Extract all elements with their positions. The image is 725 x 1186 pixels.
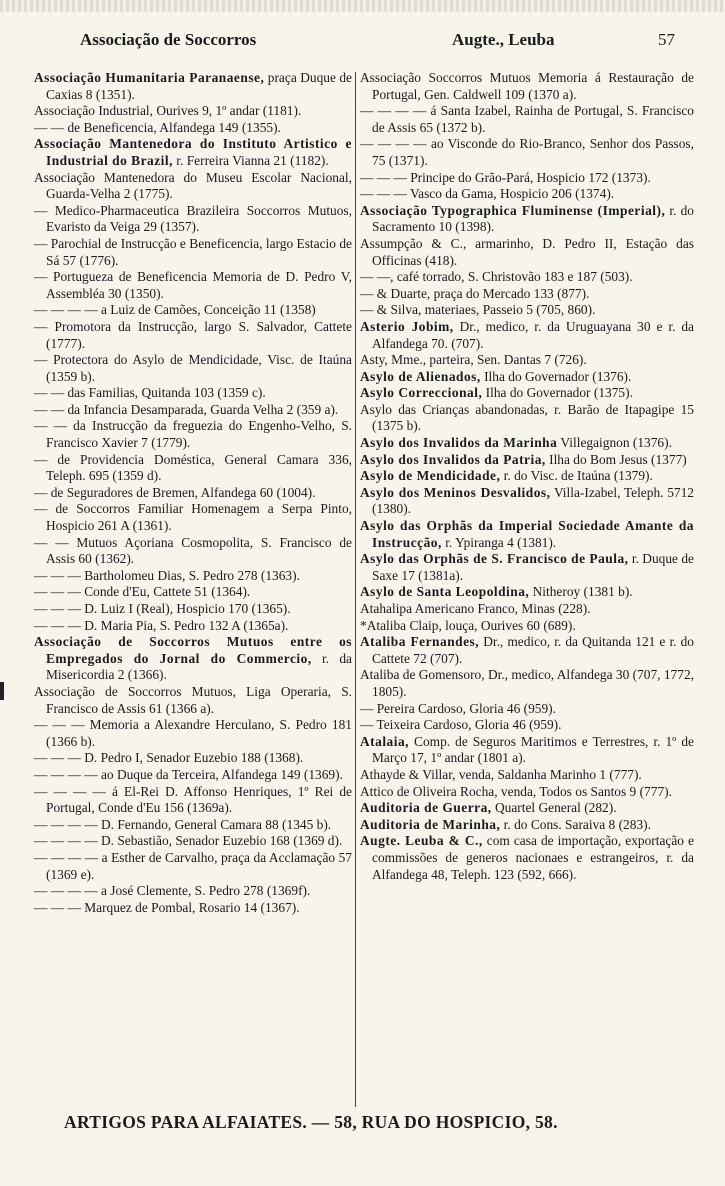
directory-entry	[360, 784, 694, 801]
directory-entry	[360, 269, 694, 286]
directory-entry	[360, 286, 694, 303]
entry-text: r. do Sacramento 10 (1398).	[372, 202, 695, 235]
directory-entry	[360, 236, 694, 269]
directory-entry	[360, 468, 694, 485]
entry-text: — Teixeira Cardoso, Gloria 46 (959).	[360, 717, 562, 733]
directory-entry	[360, 551, 694, 584]
entry-text: Villegaignon (1376).	[557, 435, 672, 451]
directory-entry	[34, 485, 352, 502]
entry-text: — — da Infancia Desamparada, Guarda Velha 2 (359 a).	[34, 401, 339, 417]
directory-entry	[360, 767, 694, 784]
entry-heading: Atalaia,	[360, 733, 410, 749]
directory-entry	[34, 568, 352, 585]
entry-text: — — da Instrucção da freguezia do Engenho-Velho, S. Francisco Xavier 7 (1779).	[34, 418, 352, 451]
directory-entry	[360, 618, 694, 635]
entry-heading: Asylo dos Invalidos da Patria,	[360, 451, 546, 467]
entry-heading: Auditoria de Marinha,	[360, 816, 501, 832]
margin-mark	[0, 682, 4, 700]
entry-text: — Parochial de Instrucção e Beneficencia, largo Estacio de Sá 57 (1776).	[34, 235, 352, 268]
directory-entry	[360, 584, 694, 601]
scan-edge	[0, 0, 725, 12]
directory-entry	[360, 701, 694, 718]
entry-text: — — — — a Esther de Carvalho, praça da Acclamação 57 (1369 e).	[34, 849, 352, 882]
directory-entry	[34, 70, 352, 103]
entry-text: — — — — á El-Rei D. Affonso Henriques, 1º Rei de Portugal, Conde d'Eu 156 (1369a).	[34, 783, 352, 816]
directory-entry	[34, 452, 352, 485]
directory-entry	[34, 385, 352, 402]
entry-text: — Pereira Cardoso, Gloria 46 (959).	[360, 700, 556, 716]
directory-entry	[360, 136, 694, 169]
entry-text: Ilha do Governador (1376).	[480, 368, 632, 384]
directory-entry	[34, 767, 352, 784]
directory-entry	[34, 501, 352, 534]
entry-text: — Protectora do Asylo de Mendicidade, Visc. de Itaúna (1359 b).	[34, 352, 352, 384]
entry-heading: Asylo das Orphãs da Imperial Sociedade Amante da Instrucção,	[360, 518, 694, 550]
entry-text: Associação Soccorros Mutuos Memoria á Restauração de Portugal, Gen. Caldwell 109 (1370 a).	[360, 70, 694, 102]
entry-heading: Asterio Jobim,	[360, 318, 454, 334]
directory-entry	[34, 236, 352, 269]
directory-entry	[34, 352, 352, 385]
entry-heading: Asylo de Alienados,	[360, 368, 481, 384]
directory-entry	[34, 319, 352, 352]
entry-text: Villa-Izabel, Teleph. 5712 (1380).	[372, 484, 694, 517]
entry-heading: Asylo dos Meninos Desvalidos,	[360, 484, 551, 500]
entry-text: — — — — D. Sebastião, Senador Euzebio 168 (1369 d).	[34, 833, 343, 849]
directory-entry	[360, 667, 694, 700]
directory-entry	[360, 817, 694, 834]
entry-text: — — — — ao Visconde do Rio-Branco, Senhor dos Passos, 75 (1371).	[360, 136, 694, 168]
entry-text: — —, café torrado, S. Christovão 183 e 187 (503).	[360, 269, 633, 285]
entry-text: Associação Industrial, Ourives 9, 1º andar (1181).	[34, 103, 302, 119]
entry-text: — Medico-Pharmaceutica Brazileira Soccorros Mutuos, Evaristo da Veiga 29 (1357).	[34, 202, 352, 235]
entry-text: — — das Familias, Quitanda 103 (1359 c).	[34, 385, 266, 401]
directory-entry	[360, 103, 694, 136]
entry-heading: Auditoria de Guerra,	[360, 800, 492, 816]
entry-text: — — — Marquez de Pombal, Rosario 14 (1367).	[34, 899, 300, 915]
page-header	[0, 30, 725, 56]
entry-heading: Asylo das Orphãs de S. Francisco de Paula,	[360, 551, 629, 567]
directory-entry	[34, 833, 352, 850]
directory-entry	[360, 734, 694, 767]
directory-entry	[360, 717, 694, 734]
directory-entry	[34, 817, 352, 834]
entry-text: Dr., medico, r. da Uruguayana 30 e r. da Alfandega 70. (707).	[372, 318, 694, 351]
entry-heading: Associação Mantenedora do Instituto Artistico e Industrial do Brazil,	[34, 136, 352, 168]
directory-entry	[34, 103, 352, 120]
entry-heading: Ataliba Fernandes,	[360, 634, 480, 650]
directory-entry	[360, 485, 694, 518]
entry-text: — Portugueza de Beneficencia Memoria de D. Pedro V, Assembléa 30 (1350).	[34, 269, 352, 301]
entry-text: — Promotora da Instrucção, largo S. Salvador, Cattete (1777).	[34, 318, 352, 351]
directory-entry	[360, 170, 694, 187]
directory-entry	[34, 584, 352, 601]
entry-heading: Associação Humanitaria Paranaense,	[34, 70, 265, 85]
entry-text: — — — D. Pedro I, Senador Euzebio 188 (1368).	[34, 750, 304, 766]
entry-text: Ilha do Governador (1375).	[482, 385, 633, 401]
entry-text: *Ataliba Claip, louça, Ourives 60 (689).	[360, 617, 576, 633]
directory-entry	[34, 136, 352, 169]
footer-advert: ARTIGOS PARA ALFAIATES. — 58, RUA DO HOSPICIO, 58.	[64, 1112, 558, 1132]
entry-text: — de Providencia Doméstica, General Camara 336, Teleph. 695 (1359 d).	[34, 451, 352, 484]
entry-heading: Associação Typographica Fluminense (Imperial),	[360, 202, 666, 218]
directory-entry	[34, 900, 352, 917]
entry-text: — — de Beneficencia, Alfandega 149 (1355).	[34, 119, 281, 135]
directory-entry	[360, 369, 694, 386]
entry-text: — de Soccorros Familiar Homenagem a Serpa Pinto, Hospicio 261 A (1361).	[34, 501, 352, 534]
directory-entry	[360, 186, 694, 203]
directory-entry	[360, 302, 694, 319]
entry-text: — — Mutuos Açoriana Cosmopolita, S. Francisco de Assis 60 (1362).	[34, 534, 352, 567]
directory-entry	[360, 402, 694, 435]
directory-entry	[34, 120, 352, 137]
entry-text: — — — — ao Duque da Terceira, Alfandega 149 (1369).	[34, 766, 343, 782]
entry-text: r. Ferreira Vianna 21 (1182).	[172, 152, 329, 168]
entry-text: — — — Bartholomeu Dias, S. Pedro 278 (1363).	[34, 567, 300, 583]
directory-entry	[360, 634, 694, 667]
entry-text: Associação de Soccorros Mutuos, Liga Operaria, S. Francisco de Assis 61 (1366 a).	[34, 683, 352, 716]
directory-entry	[34, 203, 352, 236]
directory-entry	[34, 535, 352, 568]
entry-heading: Asylo de Santa Leopoldina,	[360, 584, 530, 600]
directory-entry	[34, 601, 352, 618]
directory-entry	[34, 618, 352, 635]
entry-text: — — — Memoria a Alexandre Herculano, S. Pedro 181 (1366 b).	[34, 717, 352, 749]
entry-text: — & Duarte, praça do Mercado 133 (877).	[360, 285, 590, 301]
directory-entry	[34, 269, 352, 302]
entry-text: — — — Principe do Grão-Pará, Hospicio 172 (1373).	[360, 169, 651, 185]
entry-text: — — — — D. Fernando, General Camara 88 (1345 b).	[34, 816, 332, 832]
entry-text: Associação Mantenedora do Museu Escolar Nacional, Guarda-Velha 2 (1775).	[34, 169, 352, 202]
entry-text: Attico de Oliveira Rocha, venda, Todos os Santos 9 (777).	[360, 783, 672, 799]
entry-text: r. do Cons. Saraiva 8 (283).	[500, 816, 651, 832]
left-column	[34, 70, 352, 916]
entry-text: Asylo das Crianças abandonadas, r. Barão de Itapagipe 15 (1375 b).	[360, 401, 694, 434]
directory-entry	[34, 302, 352, 319]
entry-text: Athayde & Villar, venda, Saldanha Marinho 1 (777).	[360, 766, 642, 782]
directory-entry	[360, 833, 694, 883]
entry-heading: Asylo de Mendicidade,	[360, 468, 501, 484]
directory-entry	[34, 883, 352, 900]
entry-heading: Associação de Soccorros Mutuos entre os Empregados do Jornal do Commercio,	[34, 634, 352, 666]
entry-text: Assumpção & C., armarinho, D. Pedro II, Estação das Officinas (418).	[360, 235, 694, 268]
directory-entry	[360, 435, 694, 452]
entry-text: Quartel General (282).	[491, 800, 617, 816]
directory-entry	[360, 518, 694, 551]
entry-text: Asty, Mme., parteira, Sen. Dantas 7 (726).	[360, 352, 587, 368]
entry-text: com casa de importação, exportação e commissões de generos nacionaes e estrangeiros, r. da Alfandega 48, Teleph. 123 (592, 666).	[372, 833, 694, 882]
entry-text: Dr., medico, r. da Quitanda 121 e r. do Cattete 72 (707).	[372, 634, 694, 666]
entry-text: r. Duque de Saxe 17 (1381a).	[372, 551, 694, 583]
entry-text: — — — Conde d'Eu, Cattete 51 (1364).	[34, 584, 251, 600]
entry-text: Comp. de Seguros Maritimos e Terrestres, r. 1º de Março 17, 1º andar (1801 a).	[372, 733, 694, 766]
directory-entry	[34, 402, 352, 419]
directory-entry	[360, 319, 694, 352]
entry-heading: Augte. Leuba & C.,	[360, 833, 483, 849]
entry-text: — de Seguradores de Bremen, Alfandega 60 (1004).	[34, 484, 316, 500]
entry-text: praça Duque de Caxias 8 (1351).	[46, 70, 352, 102]
directory-entry	[34, 750, 352, 767]
entry-text: — — — — a José Clemente, S. Pedro 278 (1369f).	[34, 883, 311, 899]
directory-entry	[360, 203, 694, 236]
directory-entry	[34, 170, 352, 203]
entry-text: r. do Visc. de Itaúna (1379).	[500, 468, 653, 484]
entry-text: — — — — á Santa Izabel, Rainha de Portugal, S. Francisco de Assis 65 (1372 b).	[360, 103, 694, 135]
entry-text: — & Silva, materiaes, Passeio 5 (705, 860).	[360, 302, 596, 318]
entry-text: Ilha do Bom Jesus (1377)	[545, 451, 687, 467]
directory-entry	[360, 352, 694, 369]
directory-entry	[34, 850, 352, 883]
directory-entry	[34, 717, 352, 750]
directory-entry	[360, 452, 694, 469]
column-divider	[355, 72, 356, 1107]
entry-text: r. Ypiranga 4 (1381).	[441, 534, 557, 550]
directory-entry	[360, 800, 694, 817]
entry-text: — — — D. Maria Pia, S. Pedro 132 A (1365a).	[34, 617, 289, 633]
running-head-right: Augte., Leuba	[452, 30, 555, 49]
entry-text: — — — — a Luiz de Camões, Conceição 11 (1358)	[34, 302, 316, 318]
directory-entry	[34, 418, 352, 451]
entry-text: Atahalipa Americano Franco, Minas (228).	[360, 601, 591, 616]
directory-entry	[34, 634, 352, 684]
entry-text: Nitheroy (1381 b).	[529, 584, 633, 600]
entry-text: Ataliba de Gomensoro, Dr., medico, Alfandega 30 (707, 1772, 1805).	[360, 667, 694, 699]
directory-entry	[360, 601, 694, 618]
entry-text: — — — Vasco da Gama, Hospicio 206 (1374).	[360, 186, 615, 202]
directory-entry	[360, 385, 694, 402]
running-head-left: Associação de Soccorros	[80, 30, 257, 49]
entry-heading: Asylo dos Invalidos da Marinha	[360, 435, 558, 451]
right-column	[360, 70, 694, 883]
entry-heading: Asylo Correccional,	[360, 385, 483, 401]
directory-entry	[360, 70, 694, 103]
entry-text: r. da Misericordia 2 (1366).	[46, 650, 352, 683]
page-number: 57	[658, 30, 675, 49]
entry-text: — — — D. Luiz I (Real), Hospicio 170 (1365).	[34, 601, 291, 616]
directory-entry	[34, 684, 352, 717]
directory-entry	[34, 784, 352, 817]
